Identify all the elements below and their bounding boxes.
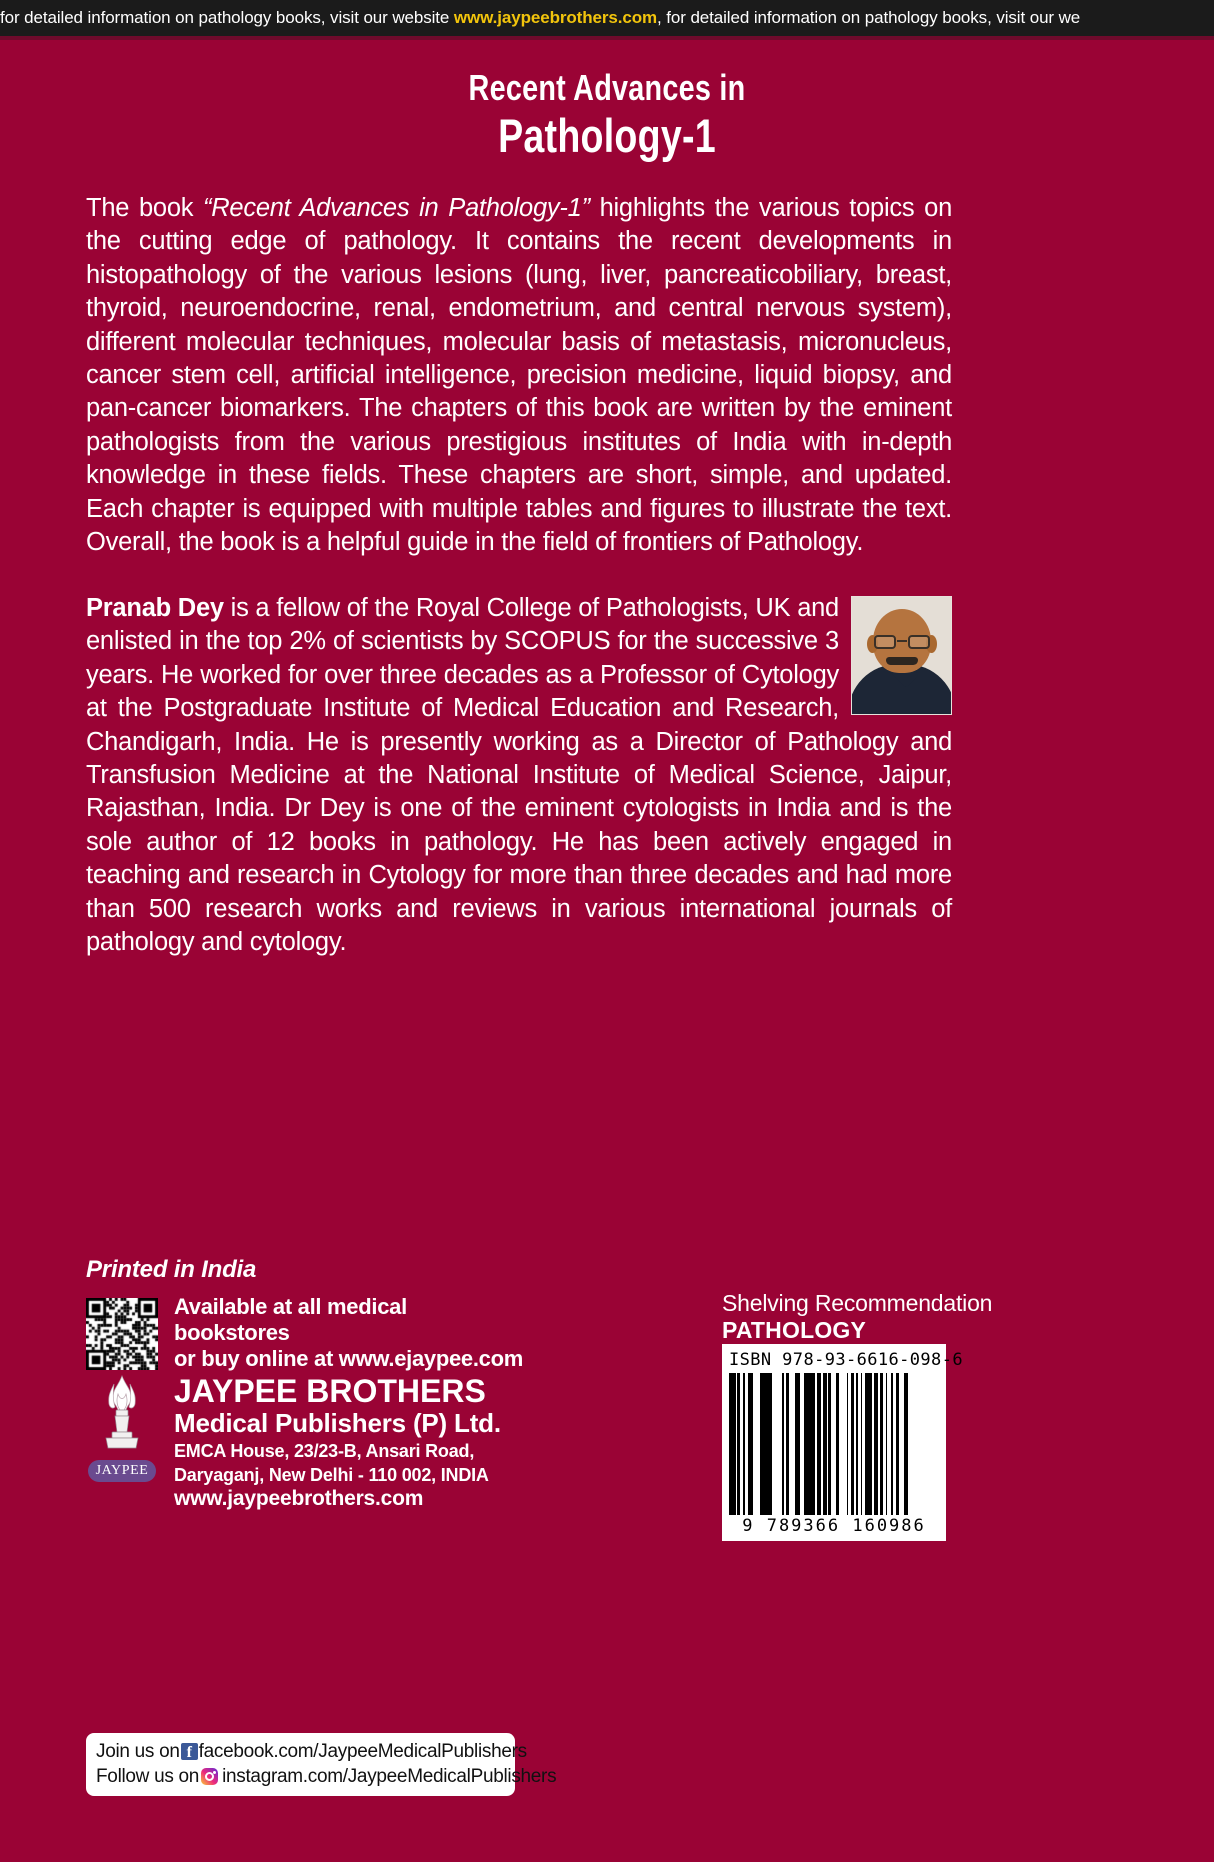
title-line-2: Pathology-1: [498, 109, 716, 162]
publisher-address-line-2: Daryaganj, New Delhi - 110 002, INDIA: [174, 1465, 489, 1485]
instagram-row[interactable]: [96, 1764, 557, 1789]
isbn-number: ISBN 978-93-6616-098-6: [729, 1350, 963, 1370]
banner-text-after: , for detailed information on pathology books, visit our we: [657, 8, 1081, 27]
availability-line-1: Available at all medical bookstores: [174, 1294, 407, 1345]
banner-divider: [0, 36, 1214, 40]
publisher-name-line-1: JAYPEE BROTHERS: [174, 1373, 486, 1409]
facebook-icon[interactable]: [181, 1743, 198, 1760]
author-biography: [86, 592, 952, 959]
availability-text: [174, 1294, 526, 1372]
facebook-prefix: Join us on: [96, 1741, 180, 1762]
publisher-website[interactable]: www.jaypeebrothers.com: [174, 1487, 424, 1510]
jaypee-torch-logo: [86, 1374, 158, 1482]
publisher-address-line-1: EMCA House, 23/23-B, Ansari Road,: [174, 1441, 475, 1461]
author-bio-text: is a fellow of the Royal College of Pathologists, UK and enlisted in the top 2% of scientists by SCOPUS for the successive 3 years. He worked for over three decades as a Professor of Cytology at the Postgraduate Institute of Medical Education and Research, Chandigarh, India. He is presently working as a Director of Pathology and Transfusion Medicine at the National Institute of Medical Science, Jaipur, Rajasthan, India. Dr Dey is one of the eminent cytologists in India and is the sole author of 12 books in pathology. He has been actively engaged in teaching and research in Cytology for more than three decades and had more than 500 research works and reviews in various international journals of pathology and cytology.: [86, 594, 952, 957]
isbn-barcode: [722, 1344, 963, 1541]
qr-code-icon[interactable]: [86, 1298, 158, 1370]
facebook-row[interactable]: [96, 1739, 527, 1764]
publisher-name-line-2: Medical Publishers (P) Ltd.: [174, 1408, 501, 1438]
jaypee-logo-label: JAYPEE: [88, 1460, 156, 1482]
author-name: Pranab Dey: [86, 594, 224, 622]
instagram-handle[interactable]: instagram.com/JaypeeMedicalPublishers: [222, 1766, 557, 1787]
facebook-handle[interactable]: facebook.com/JaypeeMedicalPublishers: [198, 1741, 527, 1762]
description-prefix: The book: [86, 194, 204, 222]
shelving-recommendation: [722, 1290, 992, 1344]
description-body: highlights the various topics on the cutting edge of pathology. It contains the recent developments in histopathology of the various lesions (lung, liver, pancreaticobiliary, breast, thyroid, neuroendocrine, renal, endometrium, and central nervous system), different molecular techniques, molecular basis of metastasis, micronucleus, cancer stem cell, artificial intelligence, precision medicine, liquid biopsy, and pan-cancer biomarkers. The chapters of this book are written by the eminent pathologists from the various prestigious institutes of India with in-depth knowledge in these fields. These chapters are short, simple, and updated. Each chapter is equipped with multiple tables and figures to illustrate the text. Overall, the book is a helpful guide in the field of frontiers of Pathology.: [86, 194, 952, 557]
description-quoted-title: “Recent Advances in Pathology-1”: [203, 194, 590, 222]
shelving-category: PATHOLOGY: [722, 1317, 867, 1343]
banner-website-link[interactable]: www.jaypeebrothers.com: [453, 8, 658, 27]
shelving-label: Shelving Recommendation: [722, 1290, 993, 1316]
publisher-block: [86, 1294, 526, 1511]
marketing-banner: [0, 0, 1214, 36]
instagram-prefix: Follow us on: [96, 1766, 200, 1787]
social-links-box: [86, 1733, 557, 1796]
author-photo: [851, 596, 952, 715]
publisher-name-block: [174, 1374, 501, 1511]
book-description: [86, 192, 952, 559]
barcode-bars: [729, 1373, 939, 1515]
instagram-icon[interactable]: [201, 1768, 218, 1785]
title-line-1: Recent Advances in: [468, 67, 746, 108]
ean-number: 9 789366 160986: [742, 1516, 926, 1536]
printed-in-india: Printed in India: [86, 1256, 257, 1283]
book-title: [0, 68, 1214, 162]
banner-text-before: for detailed information on pathology books, visit our website: [0, 8, 454, 27]
availability-line-2: or buy online at www.ejaypee.com: [174, 1346, 524, 1371]
